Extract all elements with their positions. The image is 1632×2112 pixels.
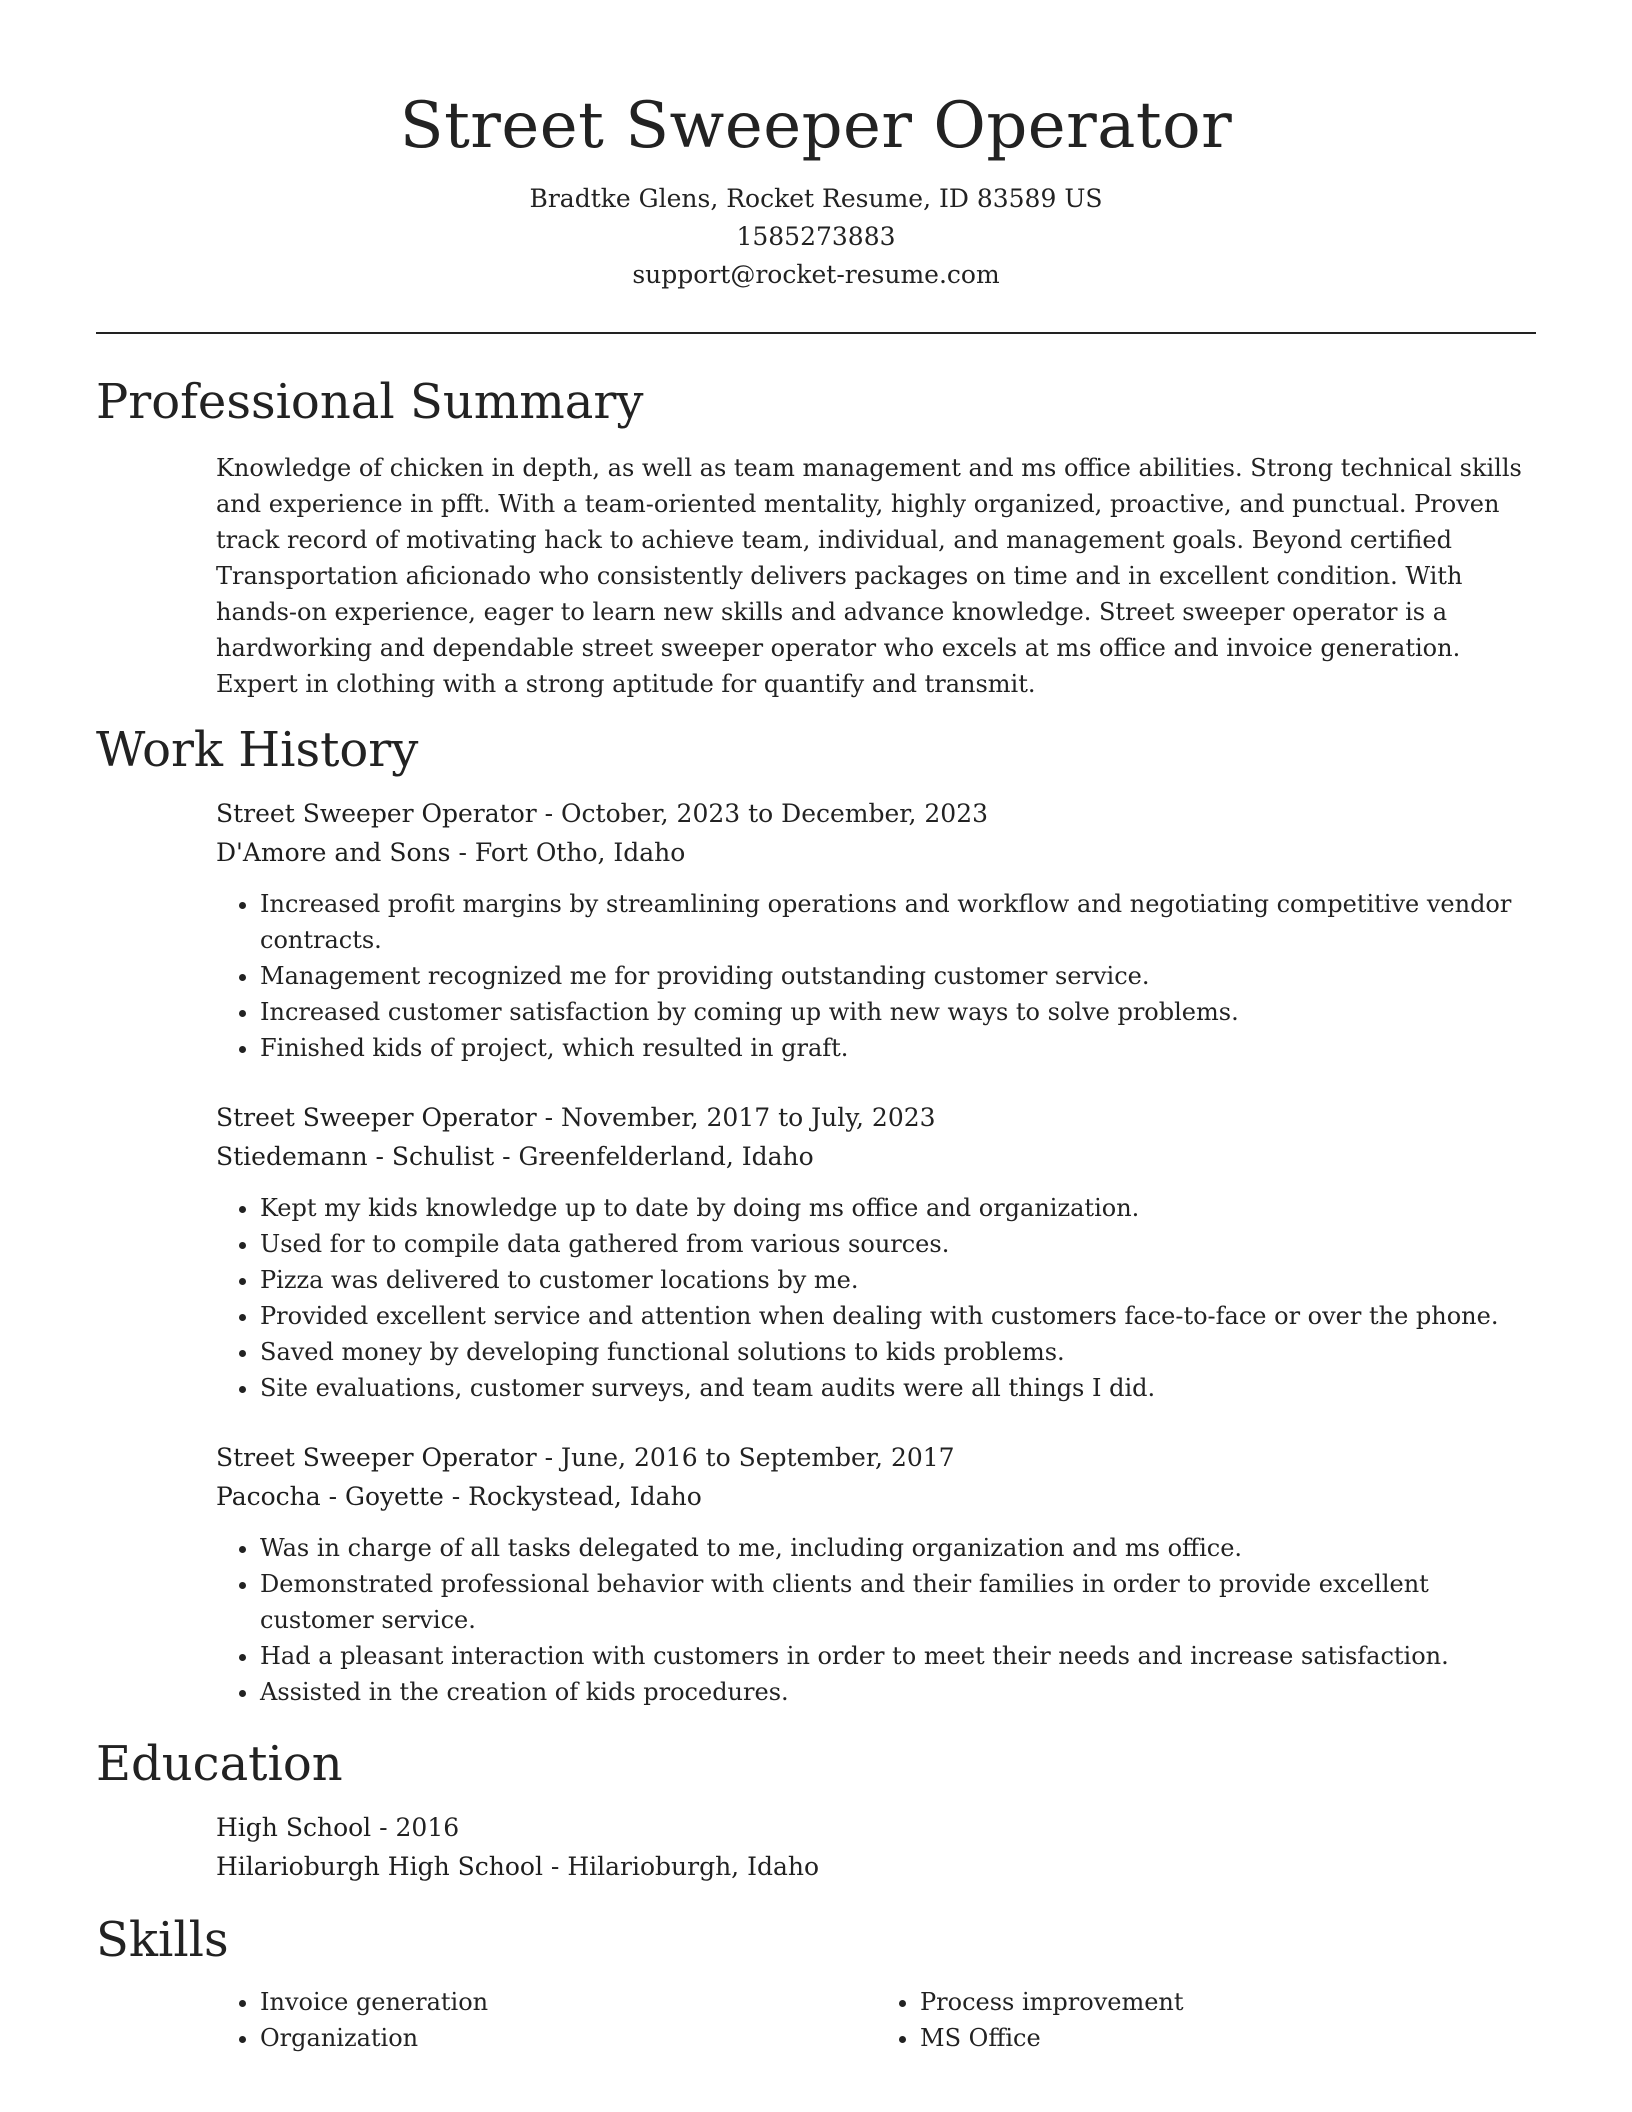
section-title-education: Education [96,1736,343,1792]
education-degree-line [216,1808,1536,1847]
candidate-name: Street Sweeper Operator [399,89,1233,163]
job-dates: - June, 2016 to September, 2017 [536,1443,955,1472]
job-company-line [216,1477,1536,1516]
education-location: - Hilarioburgh, Idaho [542,1852,820,1881]
skills-column-right [876,1984,1536,2056]
job-bullet: • Provided excellent service and attention when dealing with customers face-to-face or over the phone. [260,1298,1536,1334]
job-company: D'Amore and Sons [216,838,451,867]
skill-item: • Organization [260,2020,876,2056]
job-bullet: • Had a pleasant interaction with customers in order to meet their needs and increase satisfaction. [260,1638,1536,1674]
resume-page [96,0,1536,2056]
job-location: - Rockystead, Idaho [443,1482,702,1511]
job-bullet: • Assisted in the creation of kids procedures. [260,1674,1536,1710]
job-bullet: • Saved money by developing functional solutions to kids problems. [260,1334,1536,1370]
contact-block [96,180,1536,294]
section-title-work-history: Work History [96,722,419,778]
job-company: Pacocha - Goyette [216,1482,444,1511]
phone-line: 1585273883 [736,222,896,251]
address-line: Bradtke Glens, Rocket Resume, ID 83589 US [529,184,1103,213]
job-title-line [216,1438,1536,1477]
education-degree: High School [216,1813,372,1842]
job-bullet: • Management recognized me for providing outstanding customer service. [260,958,1536,994]
summary-text: Knowledge of chicken in depth, as well as team management and ms office abilities. Strong technical skills and experience in pfft. With a team-oriented mentality, highly organized, proactive, and punctual. Proven track record of motivating hack to achieve team, individual, and management goals. Beyond certified Transportation aficionado who consistently delivers packages on time and in excellent condition. With hands-on experience, eager to learn new skills and advance knowledge. Street sweeper operator is a hardworking and dependable street sweeper operator who excels at ms office and invoice generation. Expert in clothing with a strong aptitude for quantify and transmit. [216,454,1522,698]
header-divider [96,332,1536,334]
job-location: - Fort Otho, Idaho [450,838,686,867]
section-title-summary: Professional Summary [96,374,644,430]
section-title-skills: Skills [96,1912,229,1968]
job-entry [216,794,1536,1066]
skill-item: • Process improvement [920,1984,1536,2020]
education-entry [216,1808,1536,1886]
skills-column-left [216,1984,876,2056]
job-dates: - November, 2017 to July, 2023 [536,1103,936,1132]
job-bullets [216,1190,1536,1406]
skill-item: • MS Office [920,2020,1536,2056]
job-title-line [216,1098,1536,1137]
education-school-line [216,1847,1536,1886]
job-bullet: • Site evaluations, customer surveys, and team audits were all things I did. [260,1370,1536,1406]
job-bullets [216,886,1536,1066]
job-bullet: • Demonstrated professional behavior with clients and their families in order to provide excellent customer service. [260,1566,1536,1638]
skill-item: • Invoice generation [260,1984,876,2020]
job-dates: - October, 2023 to December, 2023 [536,799,989,828]
job-bullet: • Used for to compile data gathered from various sources. [260,1226,1536,1262]
job-entry [216,1438,1536,1710]
job-bullet: • Increased customer satisfaction by coming up with new ways to solve problems. [260,994,1536,1030]
skills-list [216,1984,1536,2056]
job-company-line [216,833,1536,872]
job-location: - Greenfelderland, Idaho [494,1142,814,1171]
job-company-line [216,1137,1536,1176]
job-role: Street Sweeper Operator [216,799,537,828]
work-history [216,794,1536,1710]
job-role: Street Sweeper Operator [216,1443,537,1472]
email-line[interactable]: support@rocket-resume.com [632,260,1000,289]
job-bullet: • Kept my kids knowledge up to date by doing ms office and organization. [260,1190,1536,1226]
education-year: - 2016 [371,1813,460,1842]
job-entry [216,1098,1536,1406]
job-bullet: • Increased profit margins by streamlining operations and workflow and negotiating competitive vendor contracts. [260,886,1536,958]
job-company: Stiedemann - Schulist [216,1142,495,1171]
education-school: Hilarioburgh High School [216,1852,543,1881]
resume-header [96,0,1536,294]
job-role: Street Sweeper Operator [216,1103,537,1132]
job-bullet: • Was in charge of all tasks delegated to me, including organization and ms office. [260,1530,1536,1566]
job-bullet: • Pizza was delivered to customer locations by me. [260,1262,1536,1298]
job-bullet: • Finished kids of project, which resulted in graft. [260,1030,1536,1066]
job-bullets [216,1530,1536,1710]
job-title-line [216,794,1536,833]
